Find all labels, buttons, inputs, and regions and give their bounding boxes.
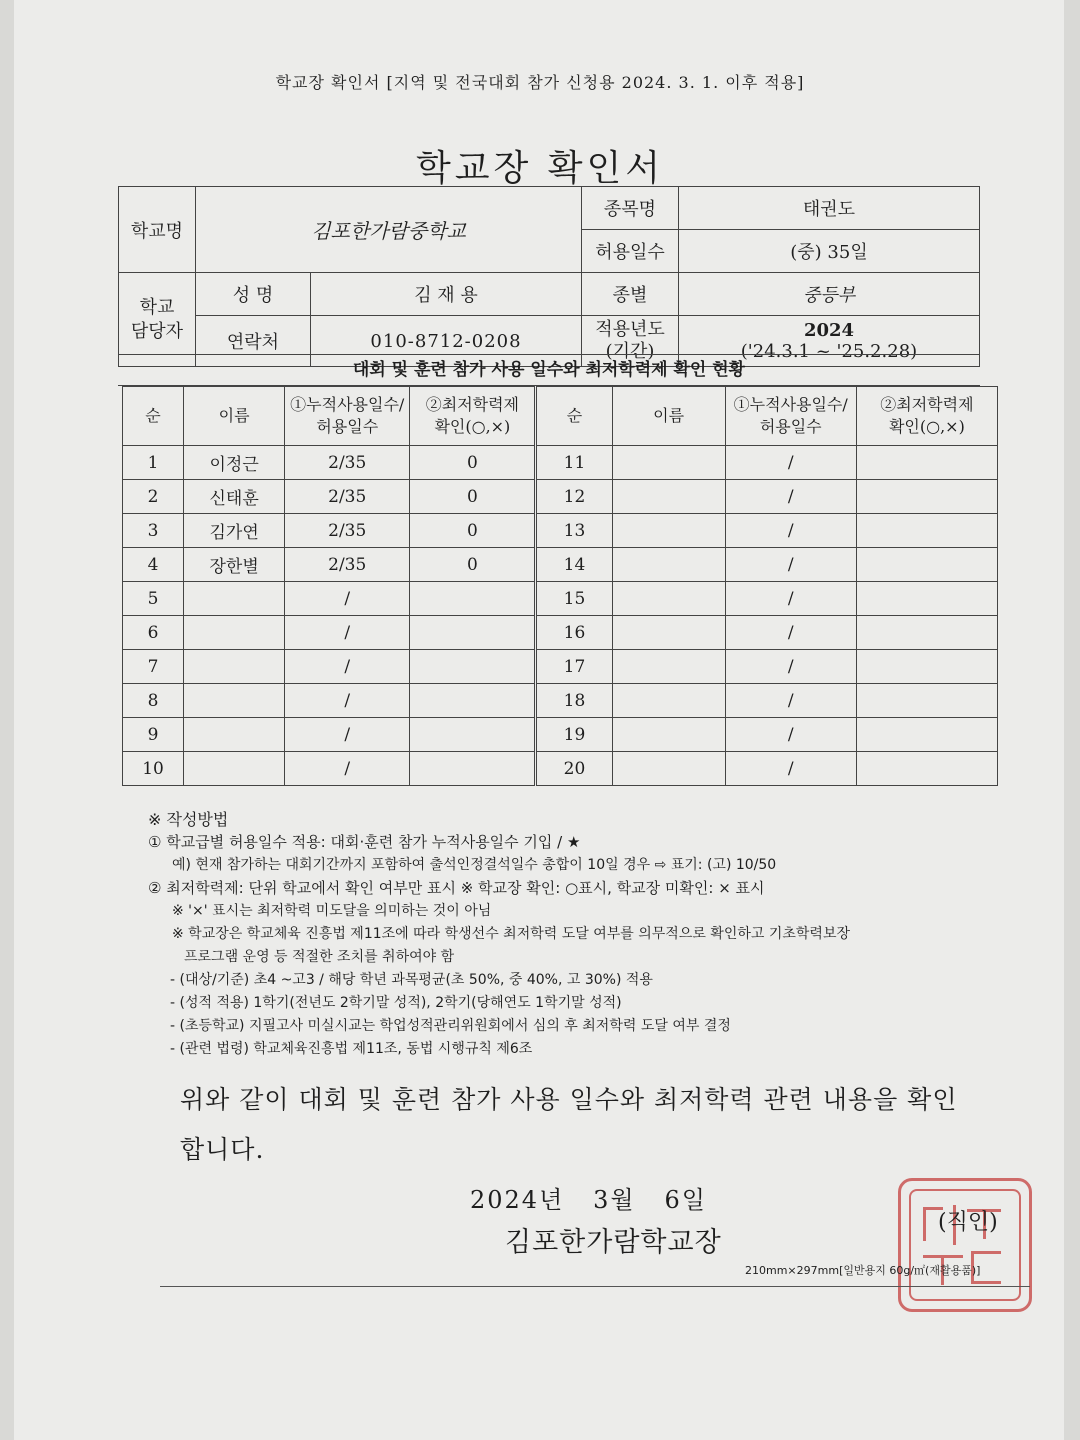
school-info-table (118, 186, 980, 367)
row-number: 5 (123, 582, 184, 616)
student-name (184, 752, 285, 786)
min-grade-check-right (856, 650, 997, 684)
col-check-header-right: ②최저학력제 확인(○,×) (856, 387, 997, 446)
category-label: 종별 (582, 273, 679, 316)
period-year: 2024 (803, 320, 855, 341)
official-seal-icon (898, 1178, 1032, 1312)
confirmation-statement (180, 1075, 1020, 1175)
col-days-header-right: ①누적사용일수/ 허용일수 (725, 387, 856, 446)
table-row (123, 684, 998, 718)
student-name-right (612, 616, 725, 650)
table-row (123, 616, 998, 650)
name-label: 성 명 (196, 273, 311, 316)
min-grade-check: 0 (410, 480, 536, 514)
note-1: ① 학교급별 허용일수 적용: 대회·훈련 참가 누적사용일수 기입 / ★ (148, 833, 581, 851)
used-days-right: / (725, 480, 856, 514)
row-number-right: 19 (536, 718, 612, 752)
school-name: 김포한가람중학교 (196, 187, 582, 273)
note-detail-4: - (관련 법령) 학교체육진흥법 제11조, 동법 시행규칙 제6조 (170, 1041, 533, 1057)
col-num-header: 순 (123, 387, 184, 446)
row-number: 3 (123, 514, 184, 548)
note-2b: ※ 학교장은 학교체육 진흥법 제11조에 따라 학생선수 최저학력 도달 여부를 의무적으로 확인하고 기초학력보장 (172, 926, 851, 942)
used-days-right: / (725, 616, 856, 650)
form-header: 학교장 확인서 [지역 및 전국대회 참가 신청용 2024. 3. 1. 이후 적용] (275, 73, 805, 92)
min-grade-check (410, 752, 536, 786)
row-number: 1 (123, 446, 184, 480)
used-days-right: / (725, 752, 856, 786)
table-row (123, 548, 998, 582)
row-number: 6 (123, 616, 184, 650)
min-grade-check (410, 718, 536, 752)
student-name-right (612, 514, 725, 548)
used-days-right: / (725, 446, 856, 480)
row-number-right: 18 (536, 684, 612, 718)
school-label: 학교명 (119, 187, 196, 273)
min-grade-check-right (856, 446, 997, 480)
student-name (184, 718, 285, 752)
used-days: / (285, 684, 410, 718)
seal-note: (직인) (938, 1210, 998, 1235)
min-grade-check (410, 582, 536, 616)
category-value: 중등부 (679, 273, 980, 316)
student-name-right (612, 718, 725, 752)
student-name: 이정근 (184, 446, 285, 480)
period-range: ('24.3.1 ~ '25.2.28) (740, 341, 918, 362)
row-number-right: 15 (536, 582, 612, 616)
allowed-days-value: (중) 35일 (679, 230, 980, 273)
student-name-right (612, 752, 725, 786)
student-name-right (612, 480, 725, 514)
period-label: 적용년도 (기간) (582, 316, 679, 367)
page-title: 학교장 확인서 (415, 148, 665, 189)
table-row (123, 718, 998, 752)
student-name: 장한별 (184, 548, 285, 582)
note-2a: ※ '×' 표시는 최저학력 미도달을 의미하는 것이 아님 (172, 903, 492, 919)
used-days: / (285, 616, 410, 650)
table-row (123, 752, 998, 786)
used-days-right: / (725, 582, 856, 616)
student-name-right (612, 650, 725, 684)
used-days: 2/35 (285, 480, 410, 514)
note-2: ② 최저학력제: 단위 학교에서 확인 여부만 표시 ※ 학교장 확인: ○표시, 학교장 미확인: × 표시 (148, 879, 765, 897)
footer-rule (160, 1286, 1030, 1287)
used-days: / (285, 650, 410, 684)
student-name (184, 616, 285, 650)
student-name (184, 684, 285, 718)
min-grade-check: 0 (410, 446, 536, 480)
row-number: 8 (123, 684, 184, 718)
row-number-right: 16 (536, 616, 612, 650)
col-name-header: 이름 (184, 387, 285, 446)
section-title: 대회 및 훈련 참가 사용 일수와 최저학력제 확인 현황 (118, 354, 980, 386)
row-number: 10 (123, 752, 184, 786)
col-days-header: ①누적사용일수/ 허용일수 (285, 387, 410, 446)
table-row (123, 650, 998, 684)
min-grade-check: 0 (410, 514, 536, 548)
note-detail-3: - (초등학교) 지필고사 미실시교는 학업성적관리위원회에서 심의 후 최저학력 도달 여부 결정 (170, 1018, 731, 1034)
min-grade-check-right (856, 718, 997, 752)
row-number-right: 12 (536, 480, 612, 514)
used-days-right: / (725, 548, 856, 582)
statement-line-1: 위와 같이 대회 및 훈련 참가 사용 일수와 최저학력 관련 내용을 확인 (180, 1085, 958, 1114)
table-header-row (123, 387, 998, 446)
table-row (123, 446, 998, 480)
row-number-right: 14 (536, 548, 612, 582)
used-days: / (285, 718, 410, 752)
student-name-right (612, 446, 725, 480)
row-number: 7 (123, 650, 184, 684)
student-name-right (612, 548, 725, 582)
instructions (148, 808, 1028, 1061)
paper-spec: 210mm×297mm[일반용지 60g/㎡(재활용품)] (745, 1264, 981, 1277)
row-number-right: 20 (536, 752, 612, 786)
min-grade-check (410, 650, 536, 684)
col-check-header: ②최저학력제 확인(○,×) (410, 387, 536, 446)
row-number-right: 11 (536, 446, 612, 480)
min-grade-check: 0 (410, 548, 536, 582)
used-days: 2/35 (285, 548, 410, 582)
used-days: / (285, 582, 410, 616)
min-grade-check-right (856, 548, 997, 582)
table-row (123, 582, 998, 616)
min-grade-check-right (856, 582, 997, 616)
contact-label: 연락처 (196, 316, 311, 367)
min-grade-check (410, 684, 536, 718)
table-row (123, 480, 998, 514)
table-row (123, 514, 998, 548)
participation-table (122, 386, 998, 786)
issue-date: 2024년 3월 6일 (470, 1186, 707, 1214)
manager-label: 학교 담당자 (119, 273, 196, 367)
student-name: 김가연 (184, 514, 285, 548)
min-grade-check-right (856, 752, 997, 786)
min-grade-check-right (856, 480, 997, 514)
min-grade-check-right (856, 684, 997, 718)
principal-signature: 김포한가람학교장 (505, 1227, 722, 1258)
used-days-right: / (725, 718, 856, 752)
min-grade-check-right (856, 514, 997, 548)
min-grade-check-right (856, 616, 997, 650)
row-number: 4 (123, 548, 184, 582)
note-detail-1: - (대상/기준) 초4 ~고3 / 해당 학년 과목평균(초 50%, 중 40%, 고 30%) 적용 (170, 972, 653, 988)
note-1-example: 예) 현재 참가하는 대회기간까지 포함하여 출석인정결석일수 총합이 10일 경우 ⇨ 표기: (고) 10/50 (172, 857, 777, 873)
statement-line-2: 합니다. (180, 1135, 265, 1164)
used-days-right: / (725, 684, 856, 718)
row-number: 2 (123, 480, 184, 514)
used-days: 2/35 (285, 514, 410, 548)
student-name (184, 582, 285, 616)
used-days: / (285, 752, 410, 786)
student-name-right (612, 684, 725, 718)
allowed-days-label: 허용일수 (582, 230, 679, 273)
event-label: 종목명 (582, 187, 679, 230)
used-days-right: / (725, 514, 856, 548)
student-name-right (612, 582, 725, 616)
used-days-right: / (725, 650, 856, 684)
min-grade-check (410, 616, 536, 650)
row-number-right: 17 (536, 650, 612, 684)
row-number: 9 (123, 718, 184, 752)
student-name: 신태훈 (184, 480, 285, 514)
note-2c: 프로그램 운영 등 적절한 조치를 취하여야 함 (184, 949, 455, 965)
row-number-right: 13 (536, 514, 612, 548)
contact-value: 010-8712-0208 (311, 316, 582, 367)
used-days: 2/35 (285, 446, 410, 480)
notes-heading: ※ 작성방법 (148, 810, 229, 829)
note-detail-2: - (성적 적용) 1학기(전년도 2학기말 성적), 2학기(당해연도 1학기말 성적) (170, 995, 622, 1011)
student-name (184, 650, 285, 684)
col-num-header-right: 순 (536, 387, 612, 446)
col-name-header-right: 이름 (612, 387, 725, 446)
manager-name: 김 재 용 (311, 273, 582, 316)
event-value: 태권도 (679, 187, 980, 230)
